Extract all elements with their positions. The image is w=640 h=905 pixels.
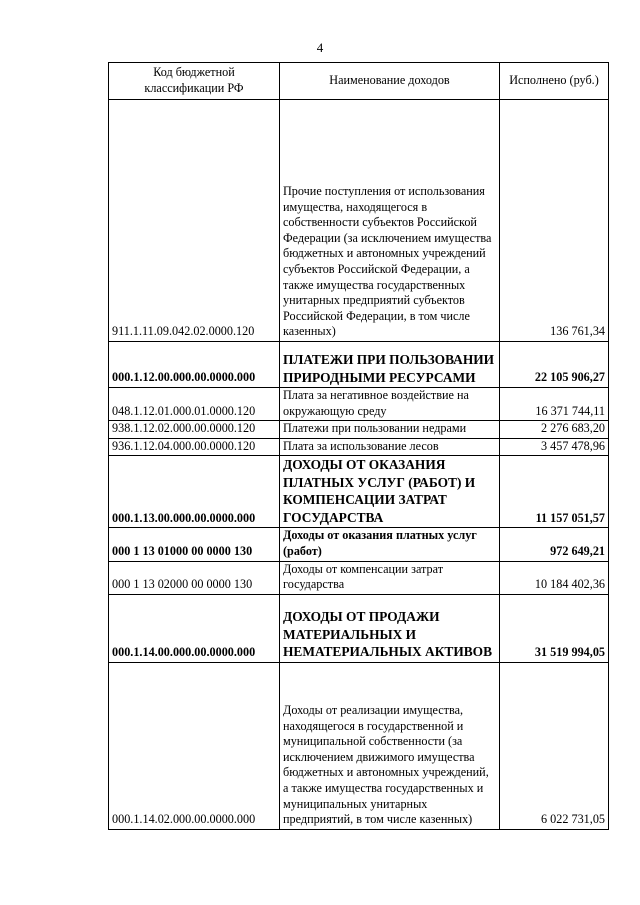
row-code: 000.1.14.02.000.00.0000.000 <box>109 662 280 829</box>
row-name: ПЛАТЕЖИ ПРИ ПОЛЬЗОВАНИИ ПРИРОДНЫМИ РЕСУРСАМИ <box>280 342 500 388</box>
row-code: 048.1.12.01.000.01.0000.120 <box>109 388 280 421</box>
row-code: 000.1.12.00.000.00.0000.000 <box>109 342 280 388</box>
row-amount: 31 519 994,05 <box>500 594 609 662</box>
revenue-table <box>108 62 609 830</box>
row-name: Прочие поступления от использования имущества, находящегося в собственности субъектов Российской Федерации (за исключением имущества бюджетных и автономных учреждений субъектов Российской Федерации, а также имущества государственных унитарных предприятий субъектов Российской Федерации, в том числе казенных) <box>280 100 500 342</box>
row-amount: 2 276 683,20 <box>500 421 609 439</box>
row-name: Платежи при пользовании недрами <box>280 421 500 439</box>
row-name: Доходы от оказания платных услуг (работ) <box>280 528 500 561</box>
table-row <box>109 342 609 388</box>
table-row <box>109 456 609 528</box>
row-code: 911.1.11.09.042.02.0000.120 <box>109 100 280 342</box>
row-code: 936.1.12.04.000.00.0000.120 <box>109 438 280 456</box>
table-row <box>109 528 609 561</box>
page-number: 4 <box>316 40 324 55</box>
row-name: Плата за использование лесов <box>280 438 500 456</box>
row-amount: 22 105 906,27 <box>500 342 609 388</box>
table-row <box>109 662 609 829</box>
table-row <box>109 421 609 439</box>
header-amount: Исполнено (руб.) <box>500 63 609 100</box>
table-row <box>109 100 609 342</box>
row-code: 000 1 13 01000 00 0000 130 <box>109 528 280 561</box>
row-name: Плата за негативное воздействие на окружающую среду <box>280 388 500 421</box>
row-amount: 10 184 402,36 <box>500 561 609 594</box>
row-amount: 16 371 744,11 <box>500 388 609 421</box>
row-name: Доходы от компенсации затрат государства <box>280 561 500 594</box>
row-amount: 3 457 478,96 <box>500 438 609 456</box>
row-amount: 6 022 731,05 <box>500 662 609 829</box>
table-row <box>109 594 609 662</box>
header-name: Наименование доходов <box>280 63 500 100</box>
row-amount: 11 157 051,57 <box>500 456 609 528</box>
row-code: 938.1.12.02.000.00.0000.120 <box>109 421 280 439</box>
header-code: Код бюджетной классификации РФ <box>109 63 280 100</box>
row-code: 000.1.13.00.000.00.0000.000 <box>109 456 280 528</box>
table-header-row <box>109 63 609 100</box>
table-row <box>109 438 609 456</box>
row-name: Доходы от реализации имущества, находящегося в государственной и муниципальной собственности (за исключением движимого имущества бюджетных и автономных учреждений, а также имущества государственных и муниципальных унитарных предприятий, в том числе казенных) <box>280 662 500 829</box>
row-name: ДОХОДЫ ОТ ПРОДАЖИ МАТЕРИАЛЬНЫХ И НЕМАТЕРИАЛЬНЫХ АКТИВОВ <box>280 594 500 662</box>
table-row <box>109 388 609 421</box>
row-code: 000.1.14.00.000.00.0000.000 <box>109 594 280 662</box>
table-row <box>109 561 609 594</box>
row-code: 000 1 13 02000 00 0000 130 <box>109 561 280 594</box>
row-name: ДОХОДЫ ОТ ОКАЗАНИЯ ПЛАТНЫХ УСЛУГ (РАБОТ) И КОМПЕНСАЦИИ ЗАТРАТ ГОСУДАРСТВА <box>280 456 500 528</box>
row-amount: 972 649,21 <box>500 528 609 561</box>
row-amount: 136 761,34 <box>500 100 609 342</box>
